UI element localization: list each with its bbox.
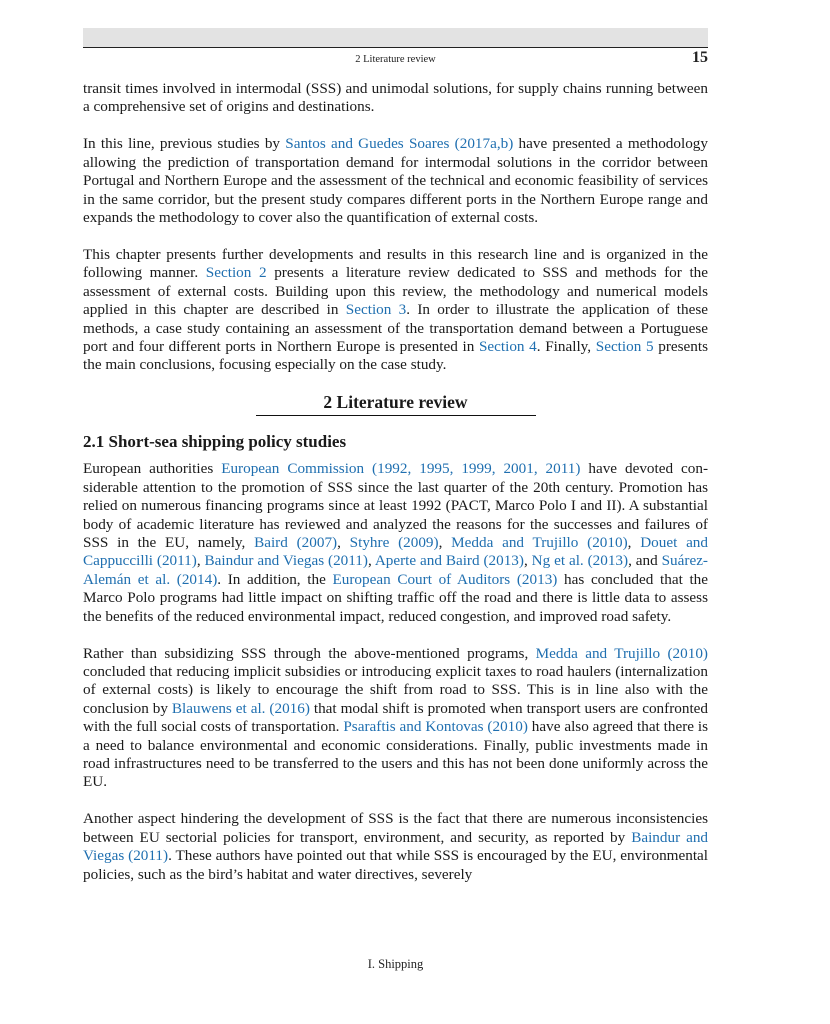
text-run: Rather than subsidizing SSS through the above-mentioned programs, [83,644,536,662]
paragraph-5 [83,645,708,792]
text-run: , [627,533,641,551]
text-run: have also agreed that there is a need to balance environmental and economic considerations. Finally, public investments made in road infrastructures need to be transferred to the users and this has not been done uniformly across the EU. [83,718,709,791]
citation-link[interactable]: Ng et al. (2013) [531,552,629,570]
text-run: concluded that reducing implicit subsidies or introducing explicit taxes to road haulers (internalization of external costs) is likely to encourage the shift from road to SSS. This is in line also with the conclusion by [83,662,708,717]
citation-link[interactable]: Medda and Trujillo (2010) [535,644,708,662]
citation-link[interactable]: Aperte and Baird (2013) [374,552,524,570]
text-run: , and [628,552,662,570]
citation-link[interactable]: Psaraftis and Kontovas (2010) [343,718,528,736]
paragraph-6 [83,810,708,884]
subsection-heading: 2.1 Short-sea shipping policy studies [83,431,347,451]
running-footer: I. Shipping [367,957,424,971]
page-body [83,80,708,903]
text-run: In this line, previous studies by [83,135,286,153]
citation-link[interactable]: Blauwens et al. (2016) [171,699,310,717]
paragraph-1: transit times involved in intermodal (SSS) and unimodal solutions, for supply chains running between a comprehensive set of origins and destinations. [83,80,708,116]
text-run: , [196,552,205,570]
section-link[interactable]: Section 2 [205,264,267,282]
page-number: 15 [692,49,708,66]
text-run: , [337,533,350,551]
text-run: Another aspect hindering the development of SSS is the fact that there are numerous inconsistencies between EU sectorial policies for transport, environment, and security, as reported by [83,810,708,846]
text-run: presents a literature review dedicated to SSS and methods for the assessment of external costs. Building upon this review, the methodology and numerical models applied in this chapter are described in [83,264,709,319]
citation-link[interactable]: European Court of Auditors (2013) [332,570,558,588]
section-heading: 2 Literature review [256,393,536,415]
citation-link[interactable]: Baindur and Viegas (2011) [204,552,368,570]
text-run: that modal shift is promoted when transport users are confronted with the full social costs of transportation. [83,699,708,736]
text-run: . Finally, [536,338,596,356]
section-link[interactable]: Section 5 [595,338,654,356]
paragraph-4 [83,460,708,626]
text-run: This chapter presents further developments and results in this research line and is organized in the following manner. [83,246,708,282]
citation-link[interactable]: Medda and Trujillo (2010) [451,533,628,551]
citation-link[interactable]: Baindur and Viegas (2011) [83,828,709,865]
citation-link[interactable]: Baird (2007) [254,533,338,551]
text-run: , [438,533,452,551]
text-run: . These authors have pointed out that while SSS is encouraged by the EU, environmental policies, such as the bird’s habitat and water directives, severely [83,847,709,883]
citation-link[interactable]: Styhre (2009) [349,533,439,551]
text-run: . In addition, the [217,570,333,588]
citation-link[interactable]: Douet and Cappuccilli (2011) [83,533,708,570]
text-run: , [367,552,375,570]
paragraph-2 [83,135,708,227]
text-run: has concluded that the Marco Polo programs had little impact on shifting traffic off the road and there is little data to assess the benefits of the reduced environmental impact, reduced congestion, and improved road safety. [83,570,708,625]
section-link[interactable]: Section 3 [345,301,407,319]
citation-link[interactable]: Suárez-Alemán et al. (2014) [83,552,708,588]
citation-link[interactable]: European Commission (1992, 1995, 1999, 2001, 2011) [221,460,581,478]
text-run: , [523,552,532,570]
text-run: . In order to illustrate the application of these methods, a case study containing an assessment of the transportation demand between a Portuguese port and four different ports in Northern Europe is presented in [83,301,708,356]
text-run: presents the main conclusions, focusing especially on the case study. [83,338,708,374]
running-head-band [83,28,708,48]
citation-link[interactable]: Santos and Guedes Soares (2017a,b) [285,135,514,153]
running-head-section: 2 Literature review [355,54,436,65]
text-run: have presented a methodology allowing the prediction of transportation demand for intermodal solutions in the corridor between Portugal and Northern Europe and the assessment of the technical and economic feasibility of services in the same corridor, but the present study compares different ports in the Northern Europe range and expands the methodology to cover also the quantification of external costs. [83,135,708,227]
text-run: European authorities [83,460,222,478]
section-link[interactable]: Section 4 [478,338,537,356]
text-run: have devoted considerable attention to the promotion of SSS since the last quarter of the 20th century. Promotion has relied on numerous financing programs since at least 1992 (PACT, Marco Polo I and II). A substantial body of academic literature has reviewed and analyzed the reasons for the successes and failures of SSS in the EU, namely, [83,460,708,551]
paragraph-3 [83,246,708,375]
